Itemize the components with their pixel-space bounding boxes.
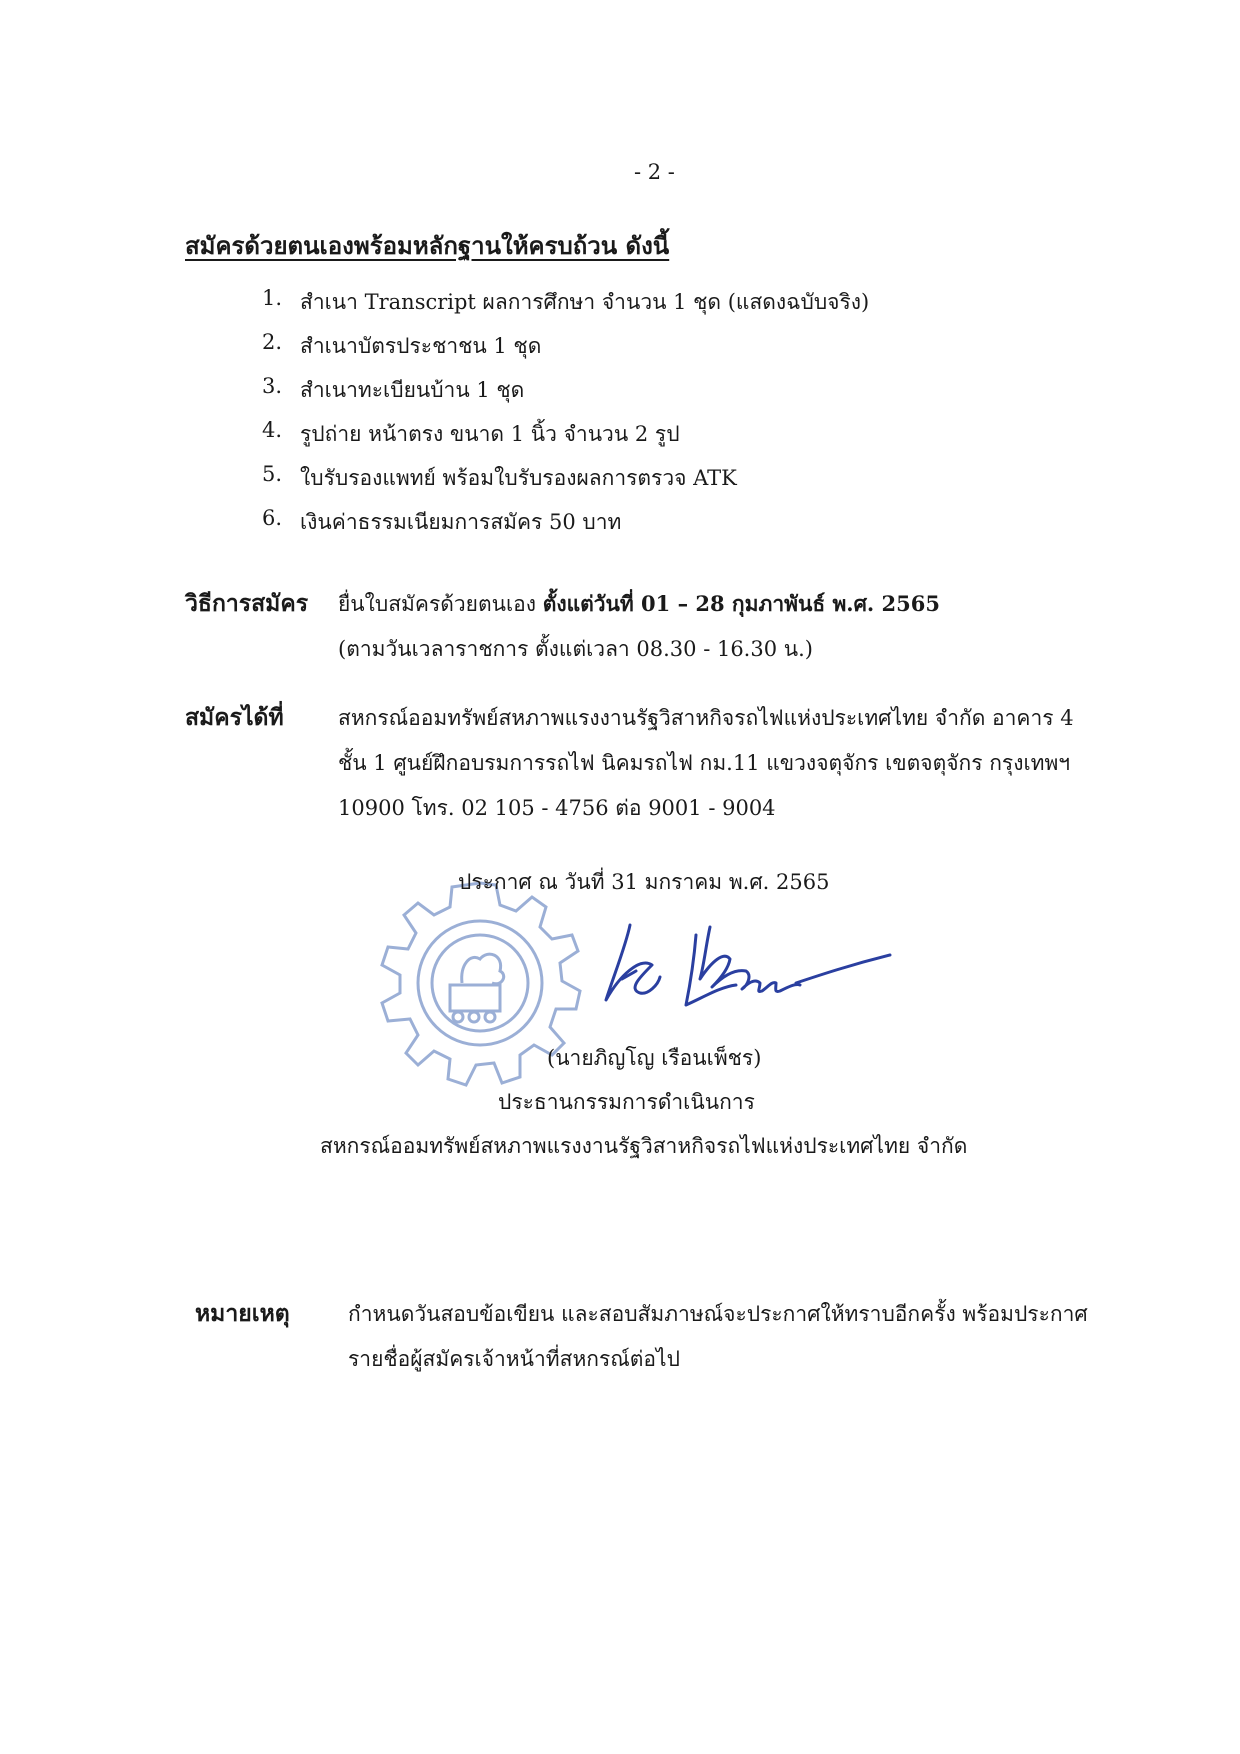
method-text: ยื่นใบสมัครด้วยตนเอง bbox=[338, 592, 543, 616]
page-number: - 2 - bbox=[634, 160, 675, 184]
item-text: ใบรับรองแพทย์ พร้อมใบรับรองผลการตรวจ ATK bbox=[300, 466, 737, 490]
method-line-2: (ตามวันเวลาราชการ ตั้งแต่เวลา 08.30 - 16.30 น.) bbox=[338, 637, 813, 661]
list-item bbox=[262, 418, 869, 462]
location-label: สมัครได้ที่ bbox=[185, 704, 284, 731]
list-item bbox=[262, 374, 869, 418]
note-label: หมายเหตุ bbox=[195, 1300, 290, 1327]
note-line-2: รายชื่อผู้สมัครเจ้าหน้าที่สหกรณ์ต่อไป bbox=[348, 1347, 680, 1371]
method-label: วิธีการสมัคร bbox=[185, 590, 309, 617]
item-text: รูปถ่าย หน้าตรง ขนาด 1 นิ้ว จำนวน 2 รูป bbox=[300, 422, 680, 446]
location-line-1: สหกรณ์ออมทรัพย์สหภาพแรงงานรัฐวิสาหกิจรถไฟแห่งประเทศไทย จำกัด อาคาร 4 bbox=[338, 706, 1074, 730]
item-text: สำเนา Transcript ผลการศึกษา จำนวน 1 ชุด (แสดงฉบับจริง) bbox=[300, 290, 870, 314]
section-heading: สมัครด้วยตนเองพร้อมหลักฐานให้ครบถ้วน ดังนี้ bbox=[185, 231, 670, 260]
item-number: 4. bbox=[262, 418, 283, 442]
signer-name: (นายภิญโญ เรือนเพ็ชร) bbox=[547, 1046, 762, 1070]
organization-name: สหกรณ์ออมทรัพย์สหภาพแรงงานรัฐวิสาหกิจรถไฟแห่งประเทศไทย จำกัด bbox=[320, 1134, 968, 1158]
signature bbox=[600, 905, 900, 1025]
item-text: เงินค่าธรรมเนียมการสมัคร 50 บาท bbox=[300, 510, 622, 534]
announcement-date: ประกาศ ณ วันที่ 31 มกราคม พ.ศ. 2565 bbox=[458, 870, 830, 894]
list-item bbox=[262, 506, 869, 550]
note-line-1: กำหนดวันสอบข้อเขียน และสอบสัมภาษณ์จะประกาศให้ทราบอีกครั้ง พร้อมประกาศ bbox=[348, 1302, 1088, 1326]
item-number: 1. bbox=[262, 286, 283, 310]
item-text: สำเนาทะเบียนบ้าน 1 ชุด bbox=[300, 378, 525, 402]
location-line-3: 10900 โทร. 02 105 - 4756 ต่อ 9001 - 9004 bbox=[338, 796, 776, 820]
item-number: 5. bbox=[262, 462, 283, 486]
list-item bbox=[262, 462, 869, 506]
item-number: 3. bbox=[262, 374, 283, 398]
list-item bbox=[262, 330, 869, 374]
method-dates: ตั้งแต่วันที่ 01 – 28 กุมภาพันธ์ พ.ศ. 2565 bbox=[542, 591, 941, 616]
signer-title: ประธานกรรมการดำเนินการ bbox=[498, 1090, 755, 1114]
requirements-list bbox=[262, 286, 869, 550]
location-line-2: ชั้น 1 ศูนย์ฝึกอบรมการรถไฟ นิคมรถไฟ กม.11 แขวงจตุจักร เขตจตุจักร กรุงเทพฯ bbox=[338, 751, 1071, 775]
item-number: 2. bbox=[262, 330, 283, 354]
list-item bbox=[262, 286, 869, 330]
item-number: 6. bbox=[262, 506, 283, 530]
item-text: สำเนาบัตรประชาชน 1 ชุด bbox=[300, 334, 542, 358]
method-line-1 bbox=[338, 588, 940, 621]
